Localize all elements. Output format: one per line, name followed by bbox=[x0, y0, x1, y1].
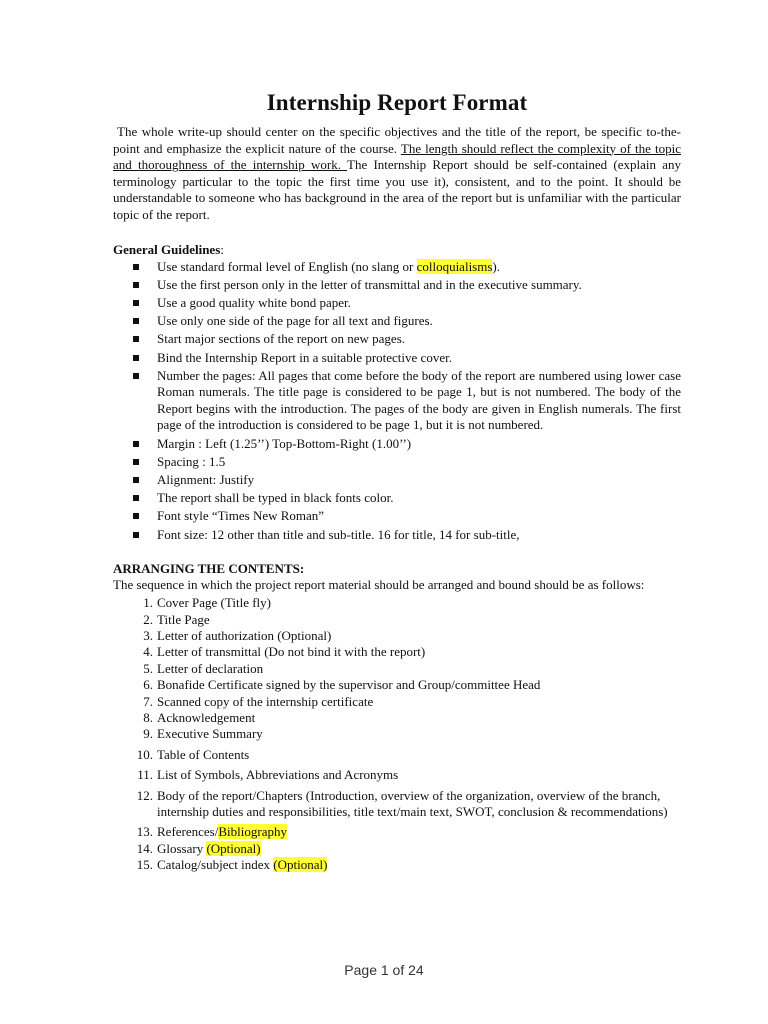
list-item bbox=[113, 841, 681, 857]
page-number-footer: Page 1 of 24 bbox=[344, 962, 424, 978]
list-item bbox=[113, 295, 681, 312]
list-item bbox=[113, 747, 681, 763]
item-text: Margin : Left (1.25’’) Top-Bottom-Right (1.00’’) bbox=[157, 435, 412, 451]
bullet-square-icon bbox=[133, 477, 139, 483]
highlighted-text: colloquialisms bbox=[416, 258, 493, 274]
arranging-description: The sequence in which the project report material should be arranged and bound should be as follows: bbox=[113, 577, 645, 593]
bullet-square-icon bbox=[133, 373, 139, 379]
item-text: Cover Page (Title fly) bbox=[157, 595, 271, 611]
item-text: Letter of authorization (Optional) bbox=[157, 628, 332, 643]
list-item bbox=[113, 508, 681, 525]
item-text: Executive Summary bbox=[157, 726, 263, 742]
bullet-square-icon bbox=[133, 336, 139, 342]
bullet-square-icon bbox=[133, 355, 139, 361]
item-text: Scanned copy of the internship certificate bbox=[157, 693, 374, 709]
bullet-square-icon bbox=[133, 441, 139, 447]
item-number: 9. bbox=[143, 726, 153, 742]
bullet-square-icon bbox=[133, 300, 139, 306]
list-item bbox=[113, 788, 681, 821]
item-text: Letter of declaration bbox=[157, 660, 264, 676]
document-page bbox=[113, 90, 681, 874]
list-item bbox=[113, 677, 681, 693]
guidelines-list bbox=[113, 259, 681, 544]
list-item bbox=[113, 527, 681, 544]
list-item bbox=[113, 661, 681, 677]
bullet-square-icon bbox=[133, 513, 139, 519]
item-text: List of Symbols, Abbreviations and Acronyms bbox=[157, 767, 399, 783]
page-title: Internship Report Format bbox=[266, 90, 528, 115]
item-number: 7. bbox=[143, 693, 153, 709]
item-text: Alignment: Justify bbox=[157, 472, 255, 488]
item-text: Use standard formal level of English (no slang or bbox=[157, 258, 417, 274]
item-number: 1. bbox=[143, 595, 153, 611]
item-text: Table of Contents bbox=[157, 746, 250, 762]
item-number: 6. bbox=[143, 677, 153, 693]
list-item bbox=[113, 472, 681, 489]
intro-underlined-text: The length should reflect the complexity of the topic and thoroughness of the internship work. bbox=[113, 140, 681, 173]
item-number: 10. bbox=[136, 746, 153, 762]
item-number: 15. bbox=[136, 857, 153, 873]
item-number: 12. bbox=[136, 787, 153, 803]
list-item bbox=[113, 490, 681, 507]
item-text: Catalog/subject index bbox=[157, 857, 274, 873]
intro-paragraph bbox=[113, 124, 681, 224]
item-text: Use the first person only in the letter of transmittal and in the executive summary. bbox=[157, 276, 582, 292]
list-item bbox=[113, 436, 681, 453]
item-text: Number the pages: All pages that come before the body of the report are numbered using lower case Roman numerals. The title page is considered to be page 1, but is not numbered. The body of the Report begins with the introduction. The pages of the body are given in English numerals. The first page of the introduction is considered to be page 1, but it is not numbered. bbox=[157, 367, 681, 433]
list-item bbox=[113, 368, 681, 434]
list-item bbox=[113, 454, 681, 471]
general-guidelines-title: General Guidelines bbox=[113, 241, 221, 257]
item-number: 2. bbox=[143, 611, 153, 627]
list-item bbox=[113, 350, 681, 367]
intro-text-1: The whole write-up should center on the specific objectives and the title of the report, be specific to-the-point and emphasize the explicit nature of the course. bbox=[113, 124, 681, 156]
item-text: References/ bbox=[157, 824, 219, 840]
item-text: Use only one side of the page for all text and figures. bbox=[157, 313, 433, 329]
list-item bbox=[113, 767, 681, 783]
item-text: Font style “Times New Roman” bbox=[157, 508, 325, 524]
item-text: Body of the report/Chapters (Introduction, overview of the organization, overview of the branch, internship duties and responsibilities, title text/main text, SWOT, conclusion & recommendations) bbox=[157, 787, 668, 820]
contents-sequence-list bbox=[113, 595, 681, 874]
list-item bbox=[113, 259, 681, 276]
list-item bbox=[113, 277, 681, 294]
item-number: 5. bbox=[143, 660, 153, 676]
highlighted-text: (Optional) bbox=[206, 840, 261, 856]
item-text: Acknowledgement bbox=[157, 710, 256, 726]
list-item bbox=[113, 857, 681, 873]
bullet-square-icon bbox=[133, 264, 139, 270]
arranging-contents-heading: ARRANGING THE CONTENTS: bbox=[113, 561, 305, 577]
list-item bbox=[113, 595, 681, 611]
item-text: The report shall be typed in black fonts color. bbox=[157, 490, 394, 506]
highlighted-text: Bibliography bbox=[218, 824, 287, 840]
item-number: 8. bbox=[143, 710, 153, 726]
list-item bbox=[113, 710, 681, 726]
item-text: Use a good quality white bond paper. bbox=[157, 294, 351, 310]
bullet-square-icon bbox=[133, 532, 139, 538]
item-text: Start major sections of the report on new pages. bbox=[157, 331, 406, 347]
bullet-square-icon bbox=[133, 495, 139, 501]
list-item bbox=[113, 824, 681, 840]
list-item bbox=[113, 313, 681, 330]
list-item bbox=[113, 628, 681, 644]
item-number: 11. bbox=[137, 767, 153, 783]
item-text-end: ). bbox=[492, 258, 501, 274]
item-number: 14. bbox=[136, 840, 153, 856]
general-guidelines-colon: : bbox=[220, 241, 224, 257]
list-item bbox=[113, 726, 681, 742]
item-text: Letter of transmittal (Do not bind it with the report) bbox=[157, 644, 426, 660]
list-item bbox=[113, 612, 681, 628]
item-number: 13. bbox=[136, 824, 153, 840]
item-text: Bonafide Certificate signed by the supervisor and Group/committee Head bbox=[157, 677, 541, 693]
bullet-square-icon bbox=[133, 282, 139, 288]
item-text: Bind the Internship Report in a suitable protective cover. bbox=[157, 349, 452, 365]
highlighted-text: (Optional) bbox=[273, 857, 328, 873]
item-text: Spacing : 1.5 bbox=[157, 453, 226, 469]
item-number: 4. bbox=[143, 644, 153, 660]
intro-text-2: The Internship Report should be self-contained (explain any terminology particular to the topic the first time you use it), consistent, and to the point. It should be understandable to someone who has background in the area of the report but is unfamiliar with the particular topic of the report. bbox=[113, 157, 681, 222]
bullet-square-icon bbox=[133, 318, 139, 324]
item-text: Font size: 12 other than title and sub-title. 16 for title, 14 for sub-title, bbox=[157, 526, 520, 542]
list-item bbox=[113, 331, 681, 348]
item-text: Glossary bbox=[157, 840, 207, 856]
item-number: 3. bbox=[143, 628, 153, 643]
list-item bbox=[113, 694, 681, 710]
general-guidelines-heading bbox=[113, 242, 681, 258]
list-item bbox=[113, 644, 681, 660]
bullet-square-icon bbox=[133, 459, 139, 465]
item-text: Title Page bbox=[157, 611, 210, 627]
